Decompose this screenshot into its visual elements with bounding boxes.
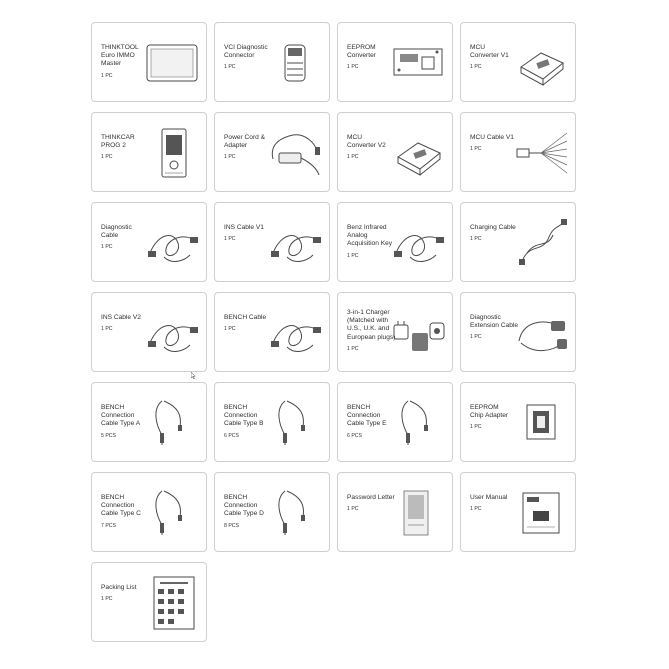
item-card (91, 292, 207, 372)
item-quantity: 6 PCS (347, 432, 362, 439)
item-quantity: 1 PC (224, 154, 236, 161)
probe-cable-icon (390, 393, 446, 453)
letter-icon (390, 483, 446, 543)
item-quantity: 1 PC (224, 236, 236, 243)
item-quantity: 1 PC (470, 146, 482, 153)
item-card (91, 472, 207, 552)
item-quantity: 8 PCS (224, 522, 239, 529)
item-name: Password Letter (347, 494, 395, 501)
item-card (460, 292, 576, 372)
item-card (214, 382, 330, 462)
item-name: BENCH Connection Cable Type D (224, 494, 264, 518)
item-name: VCI Diagnostic Connector (224, 44, 268, 60)
eeprom-converter-icon (390, 33, 446, 93)
item-card (337, 382, 453, 462)
item-card (91, 562, 207, 642)
item-card (91, 382, 207, 462)
item-name: MCU Converter V2 (347, 134, 386, 150)
item-quantity: 1 PC (224, 326, 236, 333)
item-name: BENCH Connection Cable Type A (101, 404, 141, 428)
charger-plugs-icon (390, 303, 446, 363)
programmer-board-icon (144, 123, 200, 183)
mouse-cursor-icon (191, 372, 196, 379)
coiled-cable-icon (144, 213, 200, 273)
item-quantity: 1 PC (347, 506, 359, 513)
item-name: BENCH Connection Cable Type E (347, 404, 387, 428)
item-quantity: 1 PC (470, 64, 482, 71)
item-name: EEPROM Chip Adapter (470, 404, 509, 420)
item-quantity: 1 PC (101, 244, 113, 251)
item-card (91, 112, 207, 192)
probe-cable-icon (144, 393, 200, 453)
item-card (214, 112, 330, 192)
item-quantity: 5 PCS (101, 432, 116, 439)
item-card (337, 292, 453, 372)
item-card (337, 112, 453, 192)
item-quantity: 1 PC (470, 236, 482, 243)
mcu-converter-icon (390, 123, 446, 183)
power-adapter-icon (267, 123, 323, 183)
item-quantity: 1 PC (101, 154, 113, 161)
item-name: 3-in-1 Charger (Matched with U.S., U.K. and European plugs) (347, 309, 396, 341)
item-quantity: 1 PC (470, 424, 482, 431)
item-card (337, 22, 453, 102)
vci-connector-icon (267, 33, 323, 93)
tablet-icon (144, 33, 200, 93)
item-quantity: 7 PCS (101, 522, 116, 529)
item-card (337, 472, 453, 552)
item-name: BENCH Cable (224, 314, 267, 321)
item-card (214, 202, 330, 282)
item-quantity: 1 PC (347, 64, 359, 71)
item-name: BENCH Connection Cable Type C (101, 494, 141, 518)
item-name: Charging Cable (470, 224, 516, 231)
item-card (460, 22, 576, 102)
item-card (214, 22, 330, 102)
mcu-converter-icon (513, 33, 569, 93)
item-quantity: 1 PC (101, 326, 113, 333)
item-card (91, 22, 207, 102)
item-quantity: 1 PC (101, 72, 113, 79)
item-card (214, 472, 330, 552)
item-quantity: 1 PC (347, 252, 359, 259)
item-card (337, 202, 453, 282)
item-name: INS Cable V1 (224, 224, 264, 231)
fan-cable-icon (513, 123, 569, 183)
item-card (91, 202, 207, 282)
item-name: Power Cord & Adapter (224, 134, 266, 150)
item-name: Packing List (101, 584, 137, 591)
item-quantity: 6 PCS (224, 432, 239, 439)
item-card (460, 472, 576, 552)
probe-cable-icon (144, 483, 200, 543)
manual-icon (513, 483, 569, 543)
item-name: EEPROM Converter (347, 44, 376, 60)
item-card (460, 202, 576, 282)
item-name: Benz Infrared Analog Acquisition Key (347, 224, 393, 248)
coiled-cable-icon (267, 303, 323, 363)
item-name: Diagnostic Extension Cable (470, 314, 519, 330)
probe-cable-icon (267, 483, 323, 543)
item-name: THINKTOOL Euro IMMO Master (101, 44, 139, 68)
item-quantity: 1 PC (470, 334, 482, 341)
item-name: MCU Cable V1 (470, 134, 514, 141)
extension-cable-icon (513, 303, 569, 363)
coiled-cable-icon (144, 303, 200, 363)
item-name: MCU Converter V1 (470, 44, 509, 60)
item-quantity: 1 PC (101, 596, 113, 603)
item-card (460, 382, 576, 462)
item-name: BENCH Connection Cable Type B (224, 404, 264, 428)
item-quantity: 1 PC (347, 345, 359, 352)
packing-list-icon (144, 573, 200, 633)
item-quantity: 1 PC (470, 506, 482, 513)
coiled-cable-icon (267, 213, 323, 273)
usb-cable-icon (513, 213, 569, 273)
item-quantity: 1 PC (347, 154, 359, 161)
item-name: Diagnostic Cable (101, 224, 132, 240)
item-quantity: 1 PC (224, 64, 236, 71)
item-name: INS Cable V2 (101, 314, 141, 321)
coiled-cable-icon (390, 213, 446, 273)
probe-cable-icon (267, 393, 323, 453)
item-card (214, 292, 330, 372)
item-name: User Manual (470, 494, 508, 501)
item-name: THINKCAR PROG 2 (101, 134, 135, 150)
item-card (460, 112, 576, 192)
chip-adapter-icon (513, 393, 569, 453)
